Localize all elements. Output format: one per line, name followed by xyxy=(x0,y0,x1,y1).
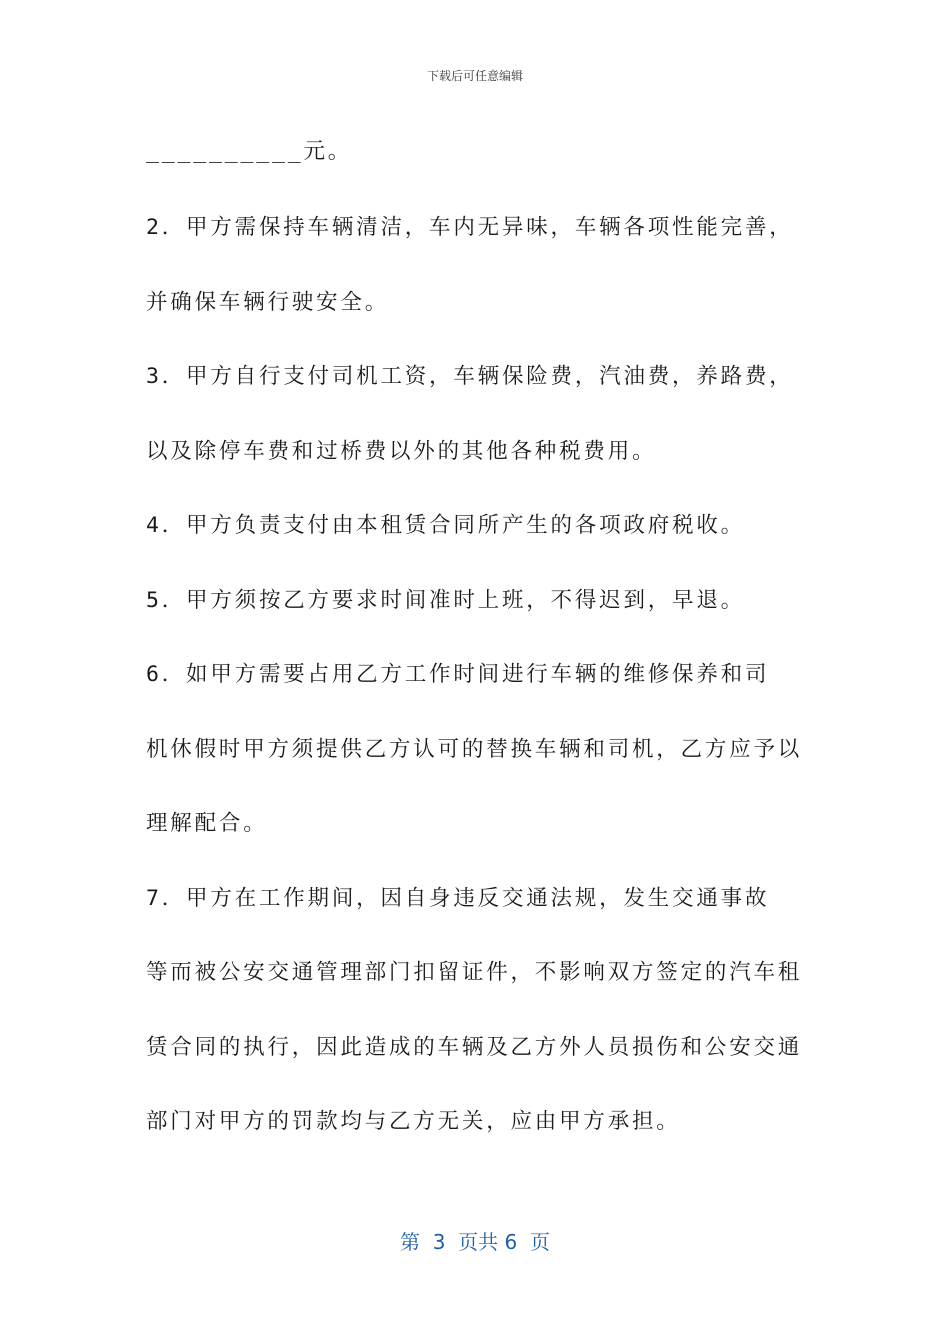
text-line: 7．甲方在工作期间，因自身违反交通法规，发生交通事故 xyxy=(146,886,770,911)
text-line: 4．甲方负责支付由本租赁合同所产生的各项政府税收。 xyxy=(146,513,745,538)
text-line: 等而被公安交通管理部门扣留证件，不影响双方签定的汽车租 xyxy=(146,960,803,985)
text-line: 6．如甲方需要占用乙方工作时间进行车辆的维修保养和司 xyxy=(146,662,770,687)
text-line: 以及除停车费和过桥费以外的其他各种税费用。 xyxy=(146,439,657,464)
page-header: 下载后可任意编辑 xyxy=(426,69,523,83)
text-line: 机休假时甲方须提供乙方认可的替换车辆和司机，乙方应予以 xyxy=(146,737,803,762)
text-line: 5．甲方须按乙方要求时间准时上班，不得迟到，早退。 xyxy=(146,588,745,613)
text-line: 并确保车辆行驶安全。 xyxy=(146,290,390,315)
page-footer: 第 3 页共 6 页 xyxy=(400,1230,550,1254)
text-line: __________元。 xyxy=(146,139,353,164)
text-line: 理解配合。 xyxy=(146,811,268,836)
text-line: 2．甲方需保持车辆清洁，车内无异味，车辆各项性能完善， xyxy=(146,215,794,240)
text-line: 部门对甲方的罚款均与乙方无关，应由甲方承担。 xyxy=(146,1109,681,1134)
text-line: 3．甲方自行支付司机工资，车辆保险费，汽油费，养路费， xyxy=(146,364,794,389)
text-line: 赁合同的执行，因此造成的车辆及乙方外人员损伤和公安交通 xyxy=(146,1035,803,1060)
